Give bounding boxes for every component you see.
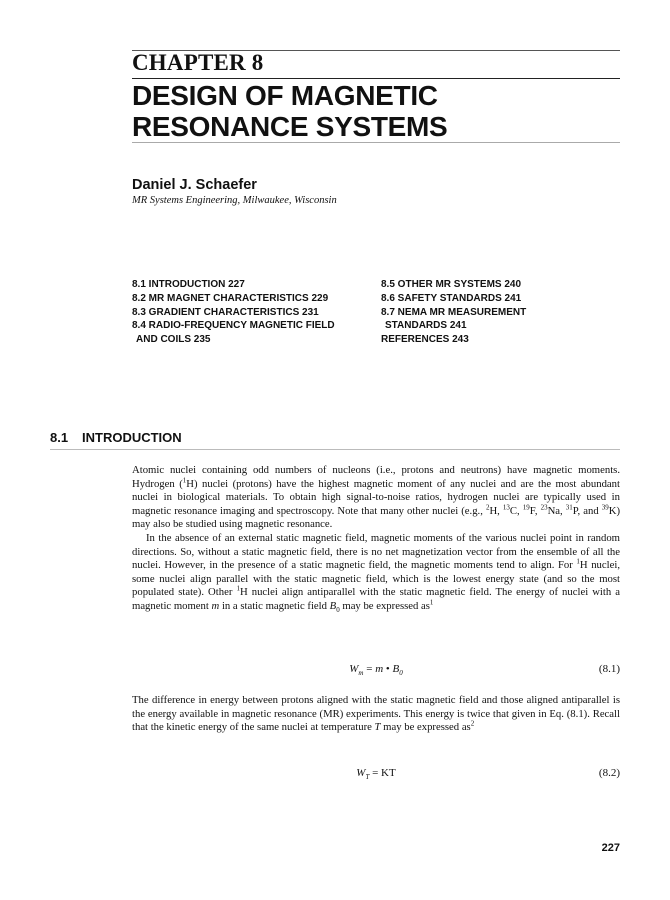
toc-item: 8.6 SAFETY STANDARDS 241 (381, 292, 522, 304)
toc-item: 8.4 RADIO-FREQUENCY MAGNETIC FIELD (132, 320, 335, 332)
paragraph-2: In the absence of an external static magnetic field, magnetic moments of the various nuclei point in random directions. So, without a static magnetic field, there is no net magnetization vector from the ensemble of all the nuclei. However, in the presence of a static magnetic field, the magnetic moments tend to align. For $^1$H nuclei, some nuclei align parallel with the static magnetic field, which is the lowest energy state (and so the most populated state). Other $^1$H nuclei align antiparallel with the static magnetic field. The energy of nuclei with a magnetic moment m in a static magnetic field $B_0$ may be expressed $as^1$ (132, 531, 621, 615)
chapter-title-line2: RESONANCE SYSTEMS (132, 111, 448, 142)
vector-m: m (211, 599, 220, 612)
equation-number: (8.1) (598, 663, 620, 675)
toc-item: 8.5 OTHER MR SYSTEMS 240 (381, 279, 522, 290)
toc-right-column (381, 278, 526, 347)
toc-item: AND COILS 235 (136, 334, 211, 346)
section-number: 8.1 (50, 430, 69, 445)
equation-expression: $W_m = m$ • $B_0$ (349, 663, 403, 678)
author-name: Daniel J. Schaefer (132, 177, 257, 193)
paragraph-3: The difference in energy between protons aligned with the static magnetic field and those aligned antiparallel is the energy available in magnetic resonance (MR) experiments. This energy is twice that given in Eq. (8.1). Recall that the kinetic energy of the same nuclei at temperature T may be expressed $as^2$ (132, 694, 620, 734)
toc-item: 8.2 MR MAGNET CHARACTERISTICS 229 (132, 292, 329, 304)
author-affiliation: MR Systems Engineering, Milwaukee, Wisconsin (132, 195, 337, 206)
chapter-title (132, 80, 447, 142)
section-rule (50, 449, 620, 450)
toc-item: 8.1 INTRODUCTION 227 (132, 279, 245, 290)
vector-b0: B (329, 599, 337, 612)
equation-8-1 (132, 663, 620, 677)
toc-left-column (132, 278, 335, 347)
equation-expression: $W_T$ = KT (356, 767, 396, 782)
chapter-title-line1: DESIGN OF MAGNETIC (132, 80, 438, 111)
body-paragraphs-1 (132, 464, 620, 614)
toc-item: STANDARDS 241 (385, 320, 467, 332)
section-heading (50, 430, 182, 445)
section-title: INTRODUCTION (82, 430, 182, 445)
paragraph-1: Atomic nuclei containing odd numbers of nucleons (i.e., protons and neutrons) have magnetic moments. Hydrogen ($^1$H) nuclei (protons) have the highest magnetic moment of any nuclei and are the most abundant nuclei in biological materials. To obtain high signal-to-noise ratios, hydrogen nuclei are typically used in magnetic resonance imaging and spectroscopy. Note that many other nuclei (e.g., $^2$H, $^{13}$C, $^{19}$F, $^{23}$Na, $^{31}$P, and $^{39}$K) may also be studied using magnetic resonance. (132, 464, 621, 531)
chapter-rule (132, 78, 620, 79)
toc-item: 8.3 GRADIENT CHARACTERISTICS 231 (132, 306, 319, 318)
equation-8-2 (132, 767, 620, 781)
page-number: 227 (601, 842, 620, 854)
toc-item: REFERENCES 243 (381, 334, 469, 346)
chapter-number: CHAPTER 8 (132, 50, 264, 75)
toc-item: 8.7 NEMA MR MEASUREMENT (381, 306, 527, 318)
body-paragraphs-2 (132, 694, 620, 735)
equation-number: (8.2) (598, 767, 620, 779)
title-rule (132, 142, 620, 143)
